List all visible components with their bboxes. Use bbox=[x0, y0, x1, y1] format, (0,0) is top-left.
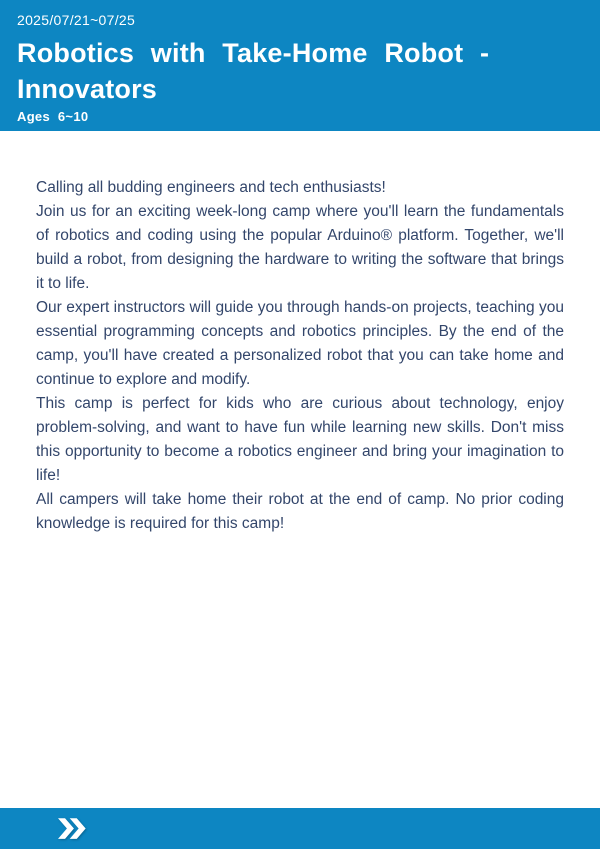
paragraph-overview: Join us for an exciting week-long camp where you'll learn the fundamentals of robotics and coding using the popular Arduino® platform. Together, we'll build a robot, from designing the hardware to writing the software that brings it to life. bbox=[36, 203, 564, 292]
header-banner bbox=[0, 0, 600, 131]
ages-label: Ages 6~10 bbox=[17, 109, 89, 124]
paragraph-takeaway: All campers will take home their robot at the end of camp. No prior coding knowledge is required for this camp! bbox=[36, 491, 564, 532]
paragraph-audience: This camp is perfect for kids who are curious about technology, enjoy problem-solving, and want to have fun while learning new skills. Don't miss this opportunity to become a robotics engineer and bring your imagination to life! bbox=[36, 395, 564, 484]
page-title: Robotics with Take-Home Robot - Innovators bbox=[17, 38, 490, 104]
date-range: 2025/07/21~07/25 bbox=[17, 12, 136, 28]
paragraph-instructors: Our expert instructors will guide you through hands-on projects, teaching you essential programming concepts and robotics principles. By the end of the camp, you'll have created a personalized robot that you can take home and continue to explore and modify. bbox=[36, 299, 564, 388]
camp-description bbox=[36, 176, 564, 536]
footer-bar bbox=[0, 808, 600, 849]
double-chevron-right-icon[interactable] bbox=[58, 818, 88, 839]
paragraph-intro: Calling all budding engineers and tech enthusiasts! bbox=[36, 179, 386, 196]
